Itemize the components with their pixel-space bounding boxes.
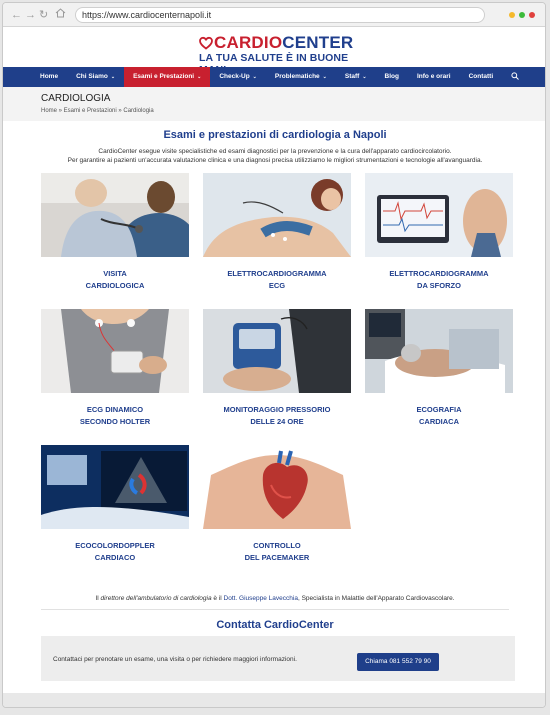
intro-line-1: CardioCenter esegue visite specialistiche ed esami diagnostici per la prevenzione e la cura dell'apparato cardiocircolatorio. [98, 148, 452, 155]
holter-photo[interactable] [41, 309, 189, 393]
service-label[interactable]: ELETTROCARDIOGRAMMA ECG [227, 269, 327, 290]
breadcrumb[interactable]: Home » Esami e Prestazioni » Cardiologia [41, 108, 154, 114]
service-label[interactable]: ECOCOLORDOPPLER CARDIACO [75, 541, 155, 562]
service-card-pacemaker[interactable] [203, 445, 351, 564]
service-card-visita[interactable] [41, 173, 189, 292]
visita-photo[interactable] [41, 173, 189, 257]
menu-item-check-up[interactable] [210, 67, 266, 87]
service-label[interactable]: ELETTROCARDIOGRAMMA DA SFORZO [389, 269, 489, 290]
chevron-down-icon: ⌄ [252, 74, 257, 80]
menu-item-label: Esami e Prestazioni [133, 73, 195, 80]
contact-box [41, 636, 515, 681]
reload-icon[interactable]: ↻ [39, 9, 49, 21]
menu-item-blog[interactable] [376, 67, 408, 87]
browser-toolbar [3, 3, 545, 27]
logo-cardio: CARDIO [214, 33, 283, 52]
section-title: Esami e prestazioni di cardiologia a Napoli [163, 129, 387, 141]
contact-text: Contattaci per prenotare un esame, una visita o per richiedere maggiori informazioni. [53, 656, 297, 663]
contact-title: Contatta CardioCenter [216, 619, 334, 631]
director-role: direttore dell'ambulatorio di cardiologia [100, 595, 212, 602]
search-icon[interactable] [502, 67, 528, 87]
director-name-link[interactable]: Dott. Giuseppe Lavecchia [223, 595, 298, 602]
director-middle: è il [211, 595, 224, 602]
chevron-down-icon: ⌄ [322, 74, 327, 80]
intro-line-2: Per garantire ai pazienti un'accurata valutazione clinica e una diagnosi precisa utilizziamo le migliori strumentazioni e tecnologie all'avanguardia. [67, 157, 483, 164]
director-suffix: , Specialista in Malattie dell'Apparato Cardiovascolare. [297, 595, 455, 602]
director-note [3, 595, 546, 602]
service-card-ecografia[interactable] [365, 309, 513, 428]
menu-item-esami-e-prestazioni[interactable] [124, 67, 210, 87]
service-card-pressorio[interactable] [203, 309, 351, 428]
heart-logo-icon [199, 36, 213, 50]
service-card-ecg[interactable] [203, 173, 351, 292]
menu-item-contatti[interactable] [460, 67, 503, 87]
service-label[interactable]: CONTROLLO DEL PACEMAKER [244, 541, 310, 562]
ecocolordoppler-photo[interactable] [41, 445, 189, 529]
menu-item-label: Blog [384, 73, 399, 80]
footer-strip [3, 693, 546, 708]
logo-center: CENTER [282, 33, 354, 52]
menu-item-label: Staff [344, 73, 360, 80]
service-label[interactable]: VISITA CARDIOLOGICA [85, 269, 145, 290]
close-dot[interactable] [529, 12, 535, 18]
menu-item-home[interactable] [31, 67, 67, 87]
pressorio-photo[interactable] [203, 309, 351, 393]
divider [41, 609, 509, 610]
intro-text [3, 147, 546, 165]
logo-tagline: LA TUA SALUTE È IN BUONE [199, 52, 349, 64]
director-prefix: Il [95, 595, 101, 602]
menu-item-label: Check-Up [219, 73, 250, 80]
service-card-holter[interactable] [41, 309, 189, 428]
call-button[interactable]: Chiama 081 552 79 90 [357, 653, 439, 671]
logo[interactable] [199, 34, 359, 68]
maximize-dot[interactable] [519, 12, 525, 18]
minimize-dot[interactable] [509, 12, 515, 18]
site-header [3, 27, 545, 67]
menu-item-chi-siamo[interactable] [67, 67, 124, 87]
page-title: CARDIOLOGIA [41, 93, 111, 104]
service-label[interactable]: ECG DINAMICO SECONDO HOLTER [79, 405, 151, 426]
back-arrow-icon[interactable]: ← [11, 9, 22, 21]
menu-item-label: Chi Siamo [76, 73, 108, 80]
main-menu [3, 67, 546, 87]
service-card-ecocolordoppler[interactable] [41, 445, 189, 564]
ecg-photo[interactable] [203, 173, 351, 257]
menu-item-label: Home [40, 73, 59, 80]
chevron-down-icon: ⌄ [110, 74, 116, 80]
chevron-down-icon: ⌄ [362, 74, 367, 80]
menu-item-info-e-orari[interactable] [408, 67, 460, 87]
menu-item-label: Problematiche [274, 73, 320, 80]
chevron-down-icon: ⌄ [197, 74, 202, 80]
menu-item-label: Contatti [468, 73, 494, 80]
sforzo-photo[interactable] [365, 173, 513, 257]
forward-arrow-icon[interactable]: → [25, 9, 36, 21]
url-bar[interactable]: https://www.cardiocenternapoli.it [75, 7, 485, 23]
service-label[interactable]: MONITORAGGIO PRESSORIO DELLE 24 ORE [223, 405, 331, 426]
menu-item-staff[interactable] [336, 67, 376, 87]
ecografia-photo[interactable] [365, 309, 513, 393]
service-card-sforzo[interactable] [365, 173, 513, 292]
browser-window [2, 2, 546, 708]
menu-item-problematiche[interactable] [266, 67, 336, 87]
pacemaker-photo[interactable] [203, 445, 351, 529]
breadcrumb-band [3, 87, 546, 121]
menu-item-label: Info e orari [416, 73, 451, 80]
service-label[interactable]: ECOGRAFIA CARDIACA [416, 405, 462, 426]
home-icon[interactable] [55, 8, 66, 22]
